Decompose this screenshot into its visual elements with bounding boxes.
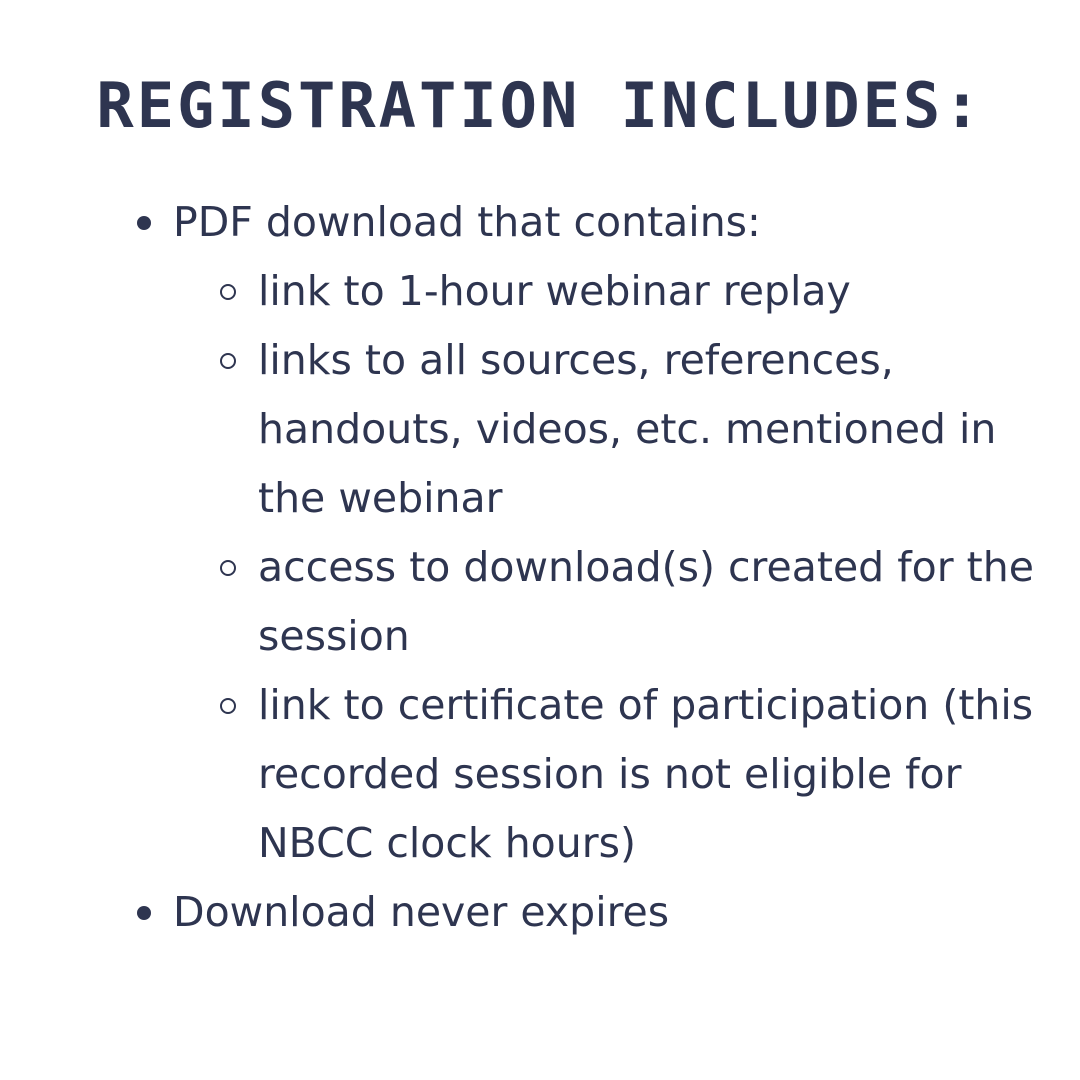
bullet-circle-icon	[220, 353, 236, 369]
bullet-circle-icon	[220, 560, 236, 576]
sub-list-item-text: links to all sources, references, handouts, videos, etc. mentioned in the webinar	[258, 336, 997, 522]
sub-list-item	[0, 533, 1080, 671]
list-item	[0, 878, 1080, 947]
list-item	[0, 188, 1080, 257]
sub-list-item	[0, 326, 1080, 533]
sub-list-item-text: link to certificate of participation (this recorded session is not eligible for NBCC clock hours)	[258, 681, 1034, 867]
list-item-text: Download never expires	[173, 888, 670, 936]
bullet-disc-icon	[137, 906, 151, 920]
sub-list-item	[0, 257, 1080, 326]
sub-list-item-text: access to download(s) created for the session	[258, 543, 1034, 660]
bullet-circle-icon	[220, 698, 236, 714]
sub-list-item-text: link to 1-hour webinar replay	[258, 267, 851, 315]
list-item-text: PDF download that contains:	[173, 198, 761, 246]
page-title: REGISTRATION INCLUDES:	[96, 69, 984, 142]
sub-list-item	[0, 671, 1080, 878]
bullet-disc-icon	[137, 216, 151, 230]
inclusions-list	[0, 188, 1080, 947]
bullet-circle-icon	[220, 284, 236, 300]
